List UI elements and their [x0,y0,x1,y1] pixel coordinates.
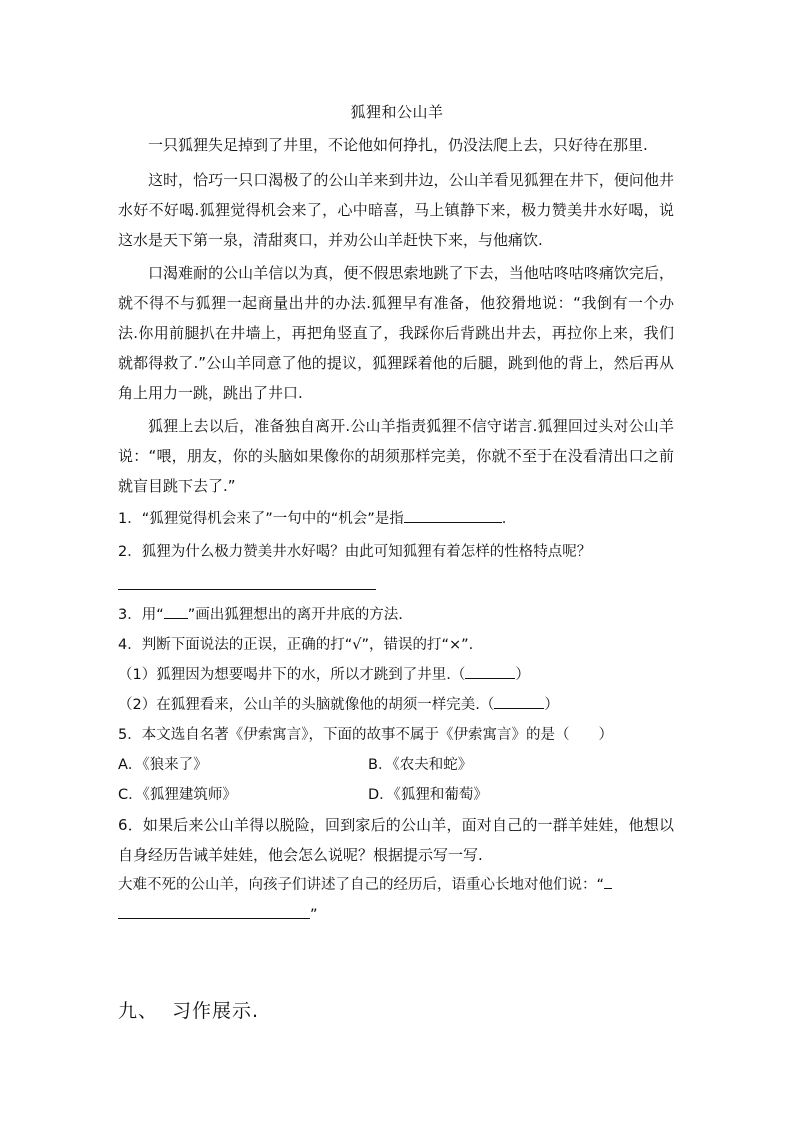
question-6-answer-line: ” [118,900,674,930]
question-1-text: 1．“狐狸觉得机会来了”一句中的“机会”是指 [118,511,404,527]
question-4-item-2-blank[interactable] [494,694,544,709]
paragraph-1: 一只狐狸失足掉到了井里，不论他如何挣扎，仍没法爬上去，只好待在那里. [148,136,648,154]
question-1-answer-blank[interactable] [404,508,502,523]
section-9-heading [118,996,259,1023]
question-6: 6．如果后来公山羊得以脱险，回到家后的公山羊，面对自己的一群羊娃娃，他想以自身经历告诫羊娃娃，他会怎么说呢？根据提示写一写. [118,816,674,864]
underline-sample [164,604,188,619]
option-c[interactable]: C．《狐狸建筑师》 [118,787,237,803]
question-2: 2．狐狸为什么极力赞美井水好喝？由此可知狐狸有着怎样的性格特点呢？ [118,544,592,560]
question-5-options-row-1 [118,750,674,780]
question-4-item-1-blank[interactable] [465,664,515,679]
paragraph-4: 狐狸上去以后，准备独自离开.公山羊指责狐狸不信守诺言.狐狸回过头对公山羊说：“喂，朋友，你的头脑如果像你的胡须那样完美，你就不至于在没看清出口之前就盲目跳下去了.” [118,417,674,495]
question-4-item-1: （1）狐狸因为想要喝井下的水，所以才跳到了井里.（ ） [118,660,674,690]
question-3: 3．用“ ”画出狐狸想出的离开井底的方法. [118,600,674,630]
option-d[interactable]: D．《狐狸和葡萄》 [368,787,488,803]
question-5: 5．本文选自名著《伊索寓言》，下面的故事不属于《伊索寓言》的是（ ） [118,727,613,743]
passage-body [118,130,674,930]
section-9-label: 习作展示. [172,1000,260,1022]
passage-title: 狐狸和公山羊 [350,103,444,121]
question-6-prompt: 大难不死的公山羊，向孩子们讲述了自己的经历后，语重心长地对他们说：“ [118,870,674,900]
section-9-number: 九、 [118,1000,159,1022]
paragraph-3: 口渴难耐的公山羊信以为真，便不假思索地跳了下去，当他咕咚咕咚痛饮完后，就不得不与狐狸一起商量出井的办法.狐狸早有准备，他狡猾地说：“我倒有一个办法.你用前腿扒在井墙上，再把角竖直了，我踩你后背跳出井去，再拉你上来，我们就都得救了.”公山羊同意了他的提议，狐狸踩着他的后腿，跳到他的背上，然后再从角上用力一跳，跳出了井口. [118,264,674,402]
question-4-item-2: （2）在狐狸看来，公山羊的头脑就像他的胡须一样完美.（ ） [118,690,674,720]
question-5-options-row-2 [118,780,674,810]
question-1: 1．“狐狸觉得机会来了”一句中的“机会”是指 . [118,504,674,534]
option-a[interactable]: A．《狼来了》 [118,757,208,773]
paragraph-2: 这时，恰巧一只口渴极了的公山羊来到井边，公山羊看见狐狸在井下，便问他井水好不好喝.狐狸觉得机会来了，心中暗喜，马上镇静下来，极力赞美井水好喝，说这水是天下第一泉，清甜爽口，并劝公山羊赶快下来，与他痛饮. [118,171,674,249]
question-6-answer-blank[interactable] [118,904,310,919]
question-4: 4．判断下面说法的正误，正确的打“√”，错误的打“×”. [118,637,474,653]
question-2-answer-line[interactable] [118,575,376,590]
option-b[interactable]: B．《农夫和蛇》 [368,757,473,773]
